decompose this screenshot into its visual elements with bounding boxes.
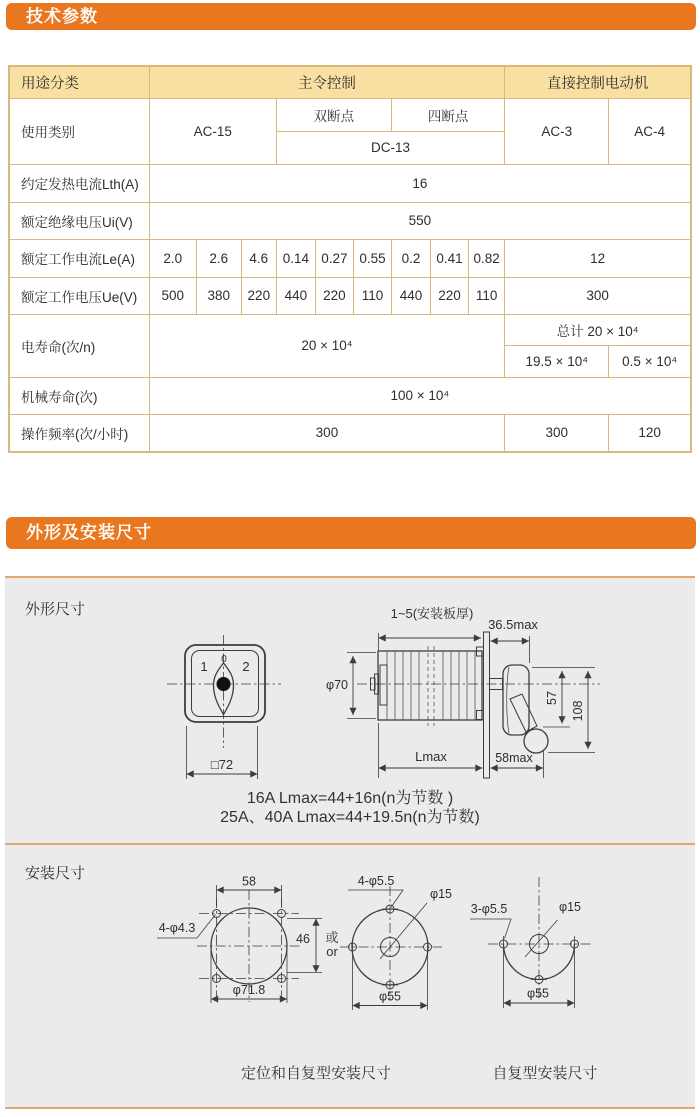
electrical-life-label: 电寿命(次/n)	[9, 314, 149, 377]
or-separator	[320, 931, 344, 959]
install-dimensions-label: 安装尺寸	[25, 865, 86, 882]
op-frequency-main: 300	[149, 414, 505, 452]
electrical-life-ac3: 19.5 × 10⁴	[505, 345, 609, 377]
or-en: or	[326, 944, 338, 959]
working-voltage-value: 440	[276, 277, 315, 314]
mounting-drawing-4hole	[340, 874, 452, 1010]
electrical-life-total: 总计 20 × 10⁴	[505, 314, 691, 345]
working-voltage-label: 额定工作电压Ue(V)	[9, 277, 149, 314]
working-current-value: 0.2	[391, 239, 430, 277]
caption-selfreset: 自复型安装尺寸	[492, 1065, 598, 1082]
plate-thickness-label: 1~5(安装板厚)	[390, 606, 474, 621]
side-view-drawing	[326, 606, 600, 778]
header-master-control: 主令控制	[149, 66, 505, 98]
front-view-drawing	[167, 635, 281, 779]
insulation-voltage-value: 550	[149, 202, 691, 239]
working-voltage-value: 220	[241, 277, 276, 314]
handle-lever	[510, 694, 537, 732]
d3-dia-label: φ55	[526, 986, 550, 1001]
usage-ac4: AC-4	[609, 98, 691, 164]
op-frequency-ac3: 300	[505, 414, 609, 452]
position-0-label: 0	[221, 654, 227, 665]
working-voltage-value: 500	[149, 277, 196, 314]
thermal-current-value: 16	[149, 164, 691, 202]
d2-center-label: φ15	[429, 887, 453, 901]
square-dim-label: □72	[210, 757, 234, 772]
working-voltage-value: 220	[431, 277, 469, 314]
usage-ac15: AC-15	[149, 98, 276, 164]
working-current-value: 0.55	[353, 239, 391, 277]
d3-center-leader	[525, 920, 558, 957]
body-break-lines	[428, 646, 434, 726]
working-current-motor: 12	[505, 239, 691, 277]
working-voltage-motor: 300	[505, 277, 691, 314]
handle-ball	[524, 729, 548, 753]
handle-h-label: 57	[545, 691, 559, 705]
working-current-value: 4.6	[241, 239, 276, 277]
body-dia-label: φ70	[325, 678, 349, 692]
op-frequency-ac4: 120	[609, 414, 691, 452]
usage-dc13: DC-13	[276, 131, 504, 164]
header-usage-class: 用途分类	[9, 66, 149, 98]
working-current-value: 0.27	[315, 239, 353, 277]
header-direct-motor: 直接控制电动机	[505, 66, 691, 98]
caption-positioning-selfreset: 定位和自复型安装尺寸	[240, 1065, 391, 1082]
lmax-formula-16a: 16A Lmax=44+16n(n为节数 )	[246, 790, 454, 807]
d1-holes-label: 4-φ4.3	[158, 921, 196, 935]
working-current-value: 2.0	[149, 239, 196, 277]
section-header-dimensions	[6, 517, 696, 549]
section-header-tech-params	[6, 3, 696, 30]
electrical-life-ac4: 0.5 × 10⁴	[609, 345, 691, 377]
usage-ac3: AC-3	[505, 98, 609, 164]
depth-max-label: 36.5max	[488, 617, 538, 632]
d3-holes-leader	[470, 919, 511, 939]
working-voltage-value: 110	[353, 277, 391, 314]
front-depth-label: 58max	[495, 751, 533, 765]
thermal-current-label: 约定发热电流Lth(A)	[9, 164, 149, 202]
op-frequency-label: 操作频率(次/小时)	[9, 414, 149, 452]
insulation-voltage-label: 额定绝缘电压Ui(V)	[9, 202, 149, 239]
mounting-drawing-3hole	[470, 877, 592, 1008]
d3-holes-label: 3-φ5.5	[470, 902, 508, 916]
outline-dimensions-label: 外形尺寸	[25, 601, 86, 618]
d2-dia-label: φ55	[378, 989, 402, 1004]
working-voltage-value: 220	[315, 277, 353, 314]
working-current-value: 0.41	[431, 239, 469, 277]
mechanical-life-label: 机械寿命(次)	[9, 377, 149, 414]
d2-holes-label: 4-φ5.5	[357, 874, 395, 888]
total-h-label: 108	[571, 700, 585, 722]
working-voltage-value: 110	[469, 277, 505, 314]
working-current-value: 0.14	[276, 239, 315, 277]
position-1-label: 1	[200, 659, 208, 674]
usage-four-break: 四断点	[391, 98, 504, 131]
working-voltage-value: 380	[196, 277, 241, 314]
d1-w-label: 58	[242, 874, 256, 889]
or-cn: 或	[325, 930, 339, 945]
body-dia-extensions	[347, 653, 376, 719]
body-flange	[380, 665, 387, 705]
lmax-formula-25a-40a: 25A、40A Lmax=44+19.5n(n为节数)	[220, 809, 480, 826]
d1-h-label: 46	[296, 932, 310, 946]
electrical-life-main: 20 × 10⁴	[149, 314, 505, 377]
switch-body	[378, 651, 482, 720]
section-title-tech-params: 技术参数	[26, 7, 98, 26]
usage-double-break: 双断点	[276, 98, 391, 131]
d2-holes-leader	[348, 890, 403, 908]
position-2-label: 2	[242, 659, 250, 674]
lmax-label: Lmax	[415, 749, 447, 764]
mounting-drawing-positioning	[157, 875, 322, 1004]
knob-center	[217, 677, 231, 691]
working-voltage-value: 440	[391, 277, 430, 314]
section-title-dimensions: 外形及安装尺寸	[26, 523, 152, 542]
working-current-value: 2.6	[196, 239, 241, 277]
mounting-plate	[484, 632, 490, 778]
body-segments	[387, 651, 475, 720]
usage-category-label: 使用类别	[9, 98, 149, 164]
mechanical-life-value: 100 × 10⁴	[149, 377, 691, 414]
handle-inner-line	[507, 667, 509, 733]
working-current-value: 0.82	[469, 239, 505, 277]
d3-center-label: φ15	[558, 900, 582, 914]
d1-dia-label: φ71.8	[232, 983, 266, 997]
tech-params-table	[8, 65, 692, 453]
working-current-label: 额定工作电流Le(A)	[9, 239, 149, 277]
